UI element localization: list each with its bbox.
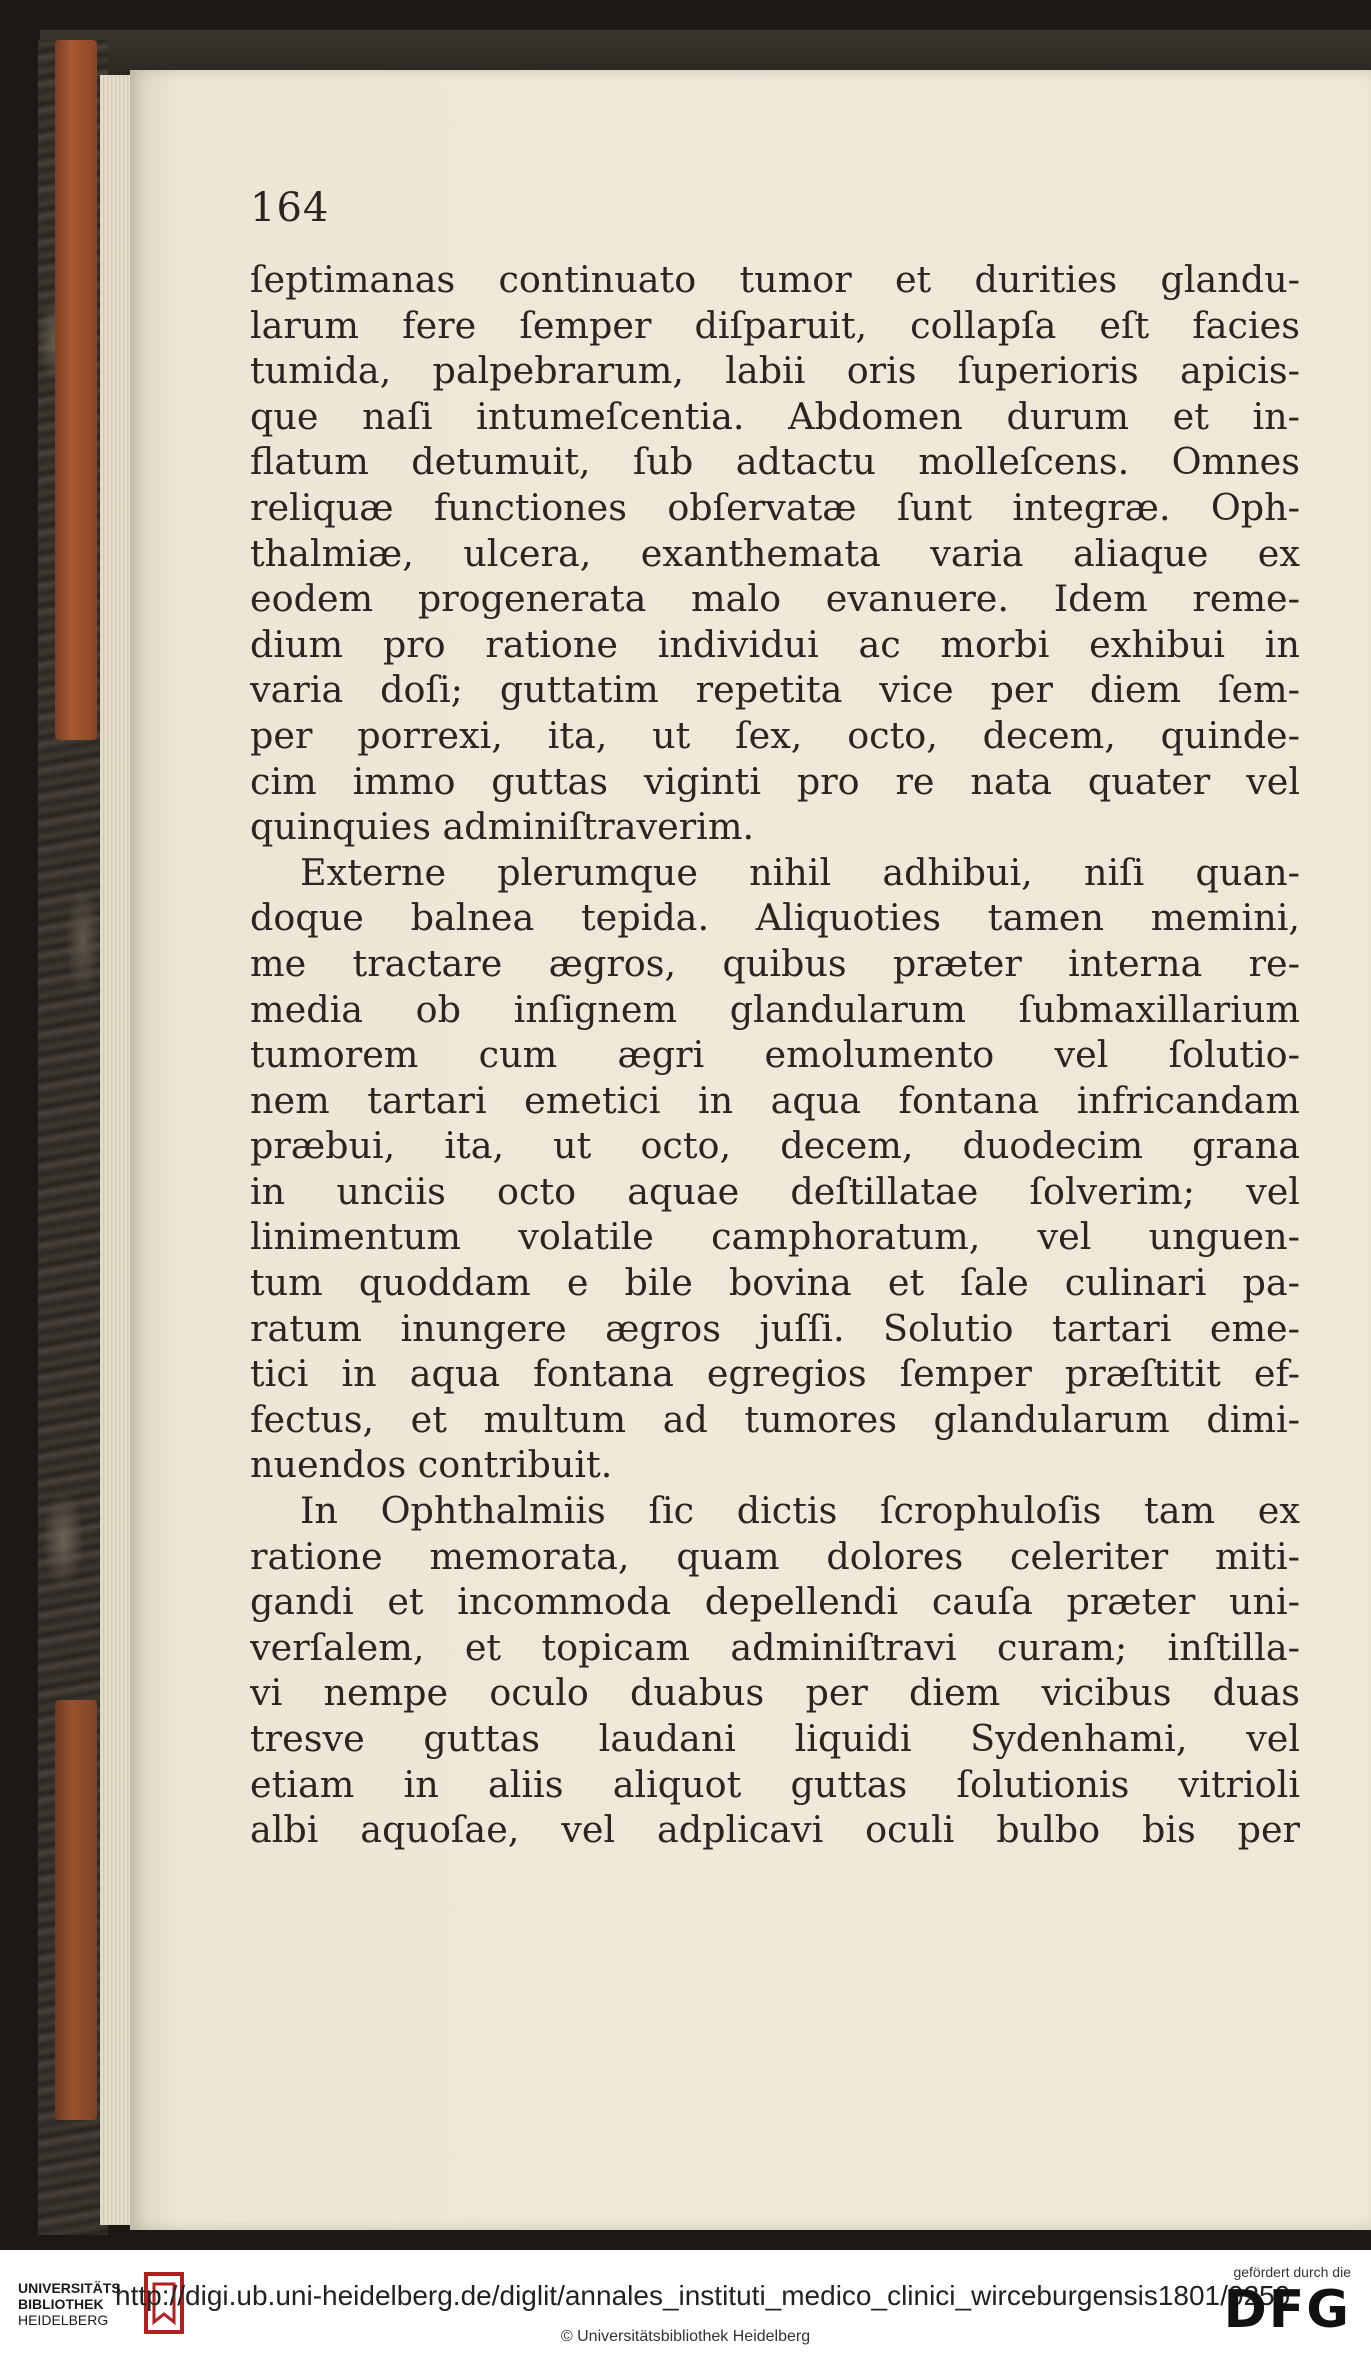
- text-line: cim immo guttas viginti pro re nata quater vel: [250, 759, 1300, 803]
- text-line: albi aquoſae, vel adplicavi oculi bulbo bis per: [250, 1808, 1300, 1852]
- dfg-logo[interactable]: DFG: [1223, 2280, 1351, 2340]
- permalink-url[interactable]: http://digi.ub.uni-heidelberg.de/diglit/annales_instituti_medico_clinici_wirceburgensis1801/0250: [115, 2280, 1291, 2311]
- text-line: reliquæ functiones obſervatæ ſunt integræ. Oph-: [250, 485, 1300, 529]
- text-line: In Ophthalmiis ſic dictis ſcrophuloſis tam ex: [300, 1489, 1300, 1533]
- library-name-line-2: BIBLIOTHEK: [18, 2296, 104, 2312]
- text-line: doque balnea tepida. Aliquoties tamen memini,: [250, 896, 1300, 940]
- copyright-notice: © Universitätsbibliothek Heidelberg: [560, 2328, 811, 2345]
- body-text: [250, 257, 1300, 1853]
- text-line: ratione memorata, quam dolores celeriter miti-: [250, 1534, 1300, 1578]
- funding-note: gefördert durch die: [1233, 2264, 1351, 2280]
- text-line: vi nempe oculo duabus per diem vicibus duas: [250, 1671, 1300, 1715]
- text-line: dium pro ratione individui ac morbi exhibui in: [250, 622, 1300, 666]
- text-line: ratum inungere ægros juſſi. Solutio tartari eme-: [250, 1306, 1300, 1350]
- text-line: per porrexi, ita, ut ſex, octo, decem, quinde-: [250, 713, 1300, 757]
- leather-spine-edge: [55, 40, 97, 740]
- text-line: quinquies adminiſtraverim.: [250, 805, 755, 849]
- text-line: gandi et incommoda depellendi cauſa præter uni-: [250, 1580, 1300, 1624]
- text-line: flatum detumuit, ſub adtactu molleſcens. Omnes: [250, 440, 1300, 484]
- text-line: verſalem, et topicam adminiſtravi curam; inſtilla-: [250, 1625, 1300, 1669]
- library-name-line-1: UNIVERSITÄTS: [18, 2280, 121, 2296]
- text-line: in unciis octo aquae deſtillatae ſolverim; vel: [250, 1169, 1300, 1213]
- page-edges: [100, 75, 134, 2225]
- text-line: ſeptimanas continuato tumor et durities glandu-: [250, 258, 1300, 301]
- text-line: media ob inſignem glandularum ſubmaxillarium: [250, 987, 1300, 1031]
- text-line: me tractare ægros, quibus præter interna re-: [250, 941, 1300, 985]
- library-name-line-3: HEIDELBERG: [18, 2312, 109, 2328]
- text-line: nuendos contribuit.: [250, 1443, 613, 1487]
- footer-bar: [0, 2250, 1371, 2353]
- text-line: thalmiæ, ulcera, exanthemata varia aliaque ex: [250, 531, 1300, 575]
- text-line: fectus, et multum ad tumores glandularum dimi-: [250, 1397, 1300, 1441]
- text-line: varia doſi; guttatim repetita vice per diem ſem-: [250, 668, 1300, 712]
- leather-spine-edge-lower: [55, 1700, 97, 2120]
- text-line: linimentum volatile camphoratum, vel unguen-: [250, 1215, 1300, 1259]
- text-line: tum quoddam e bile bovina et ſale culinari pa-: [250, 1261, 1300, 1305]
- text-line: tresve guttas laudani liquidi Sydenhami, vel: [250, 1717, 1300, 1760]
- page-number: 164: [250, 185, 330, 231]
- text-line: larum fere ſemper diſparuit, collapſa eſt facies: [250, 303, 1300, 347]
- text-line: Externe plerumque nihil adhibui, niſi quan-: [300, 850, 1300, 894]
- text-line: tici in aqua fontana egregios ſemper præſtitit ef-: [250, 1352, 1300, 1396]
- text-line: præbui, ita, ut octo, decem, duodecim grana: [250, 1124, 1300, 1168]
- text-line: que naſi intumeſcentia. Abdomen durum et in-: [250, 394, 1300, 438]
- text-line: etiam in aliis aliquot guttas ſolutionis vitrioli: [250, 1762, 1300, 1806]
- text-line: nem tartari emetici in aqua fontana infricandam: [250, 1078, 1300, 1122]
- text-line: eodem progenerata malo evanuere. Idem reme-: [250, 577, 1300, 621]
- text-line: tumida, palpebrarum, labii oris ſuperioris apicis-: [250, 349, 1300, 393]
- text-line: tumorem cum ægri emolumento vel ſolutio-: [250, 1033, 1300, 1077]
